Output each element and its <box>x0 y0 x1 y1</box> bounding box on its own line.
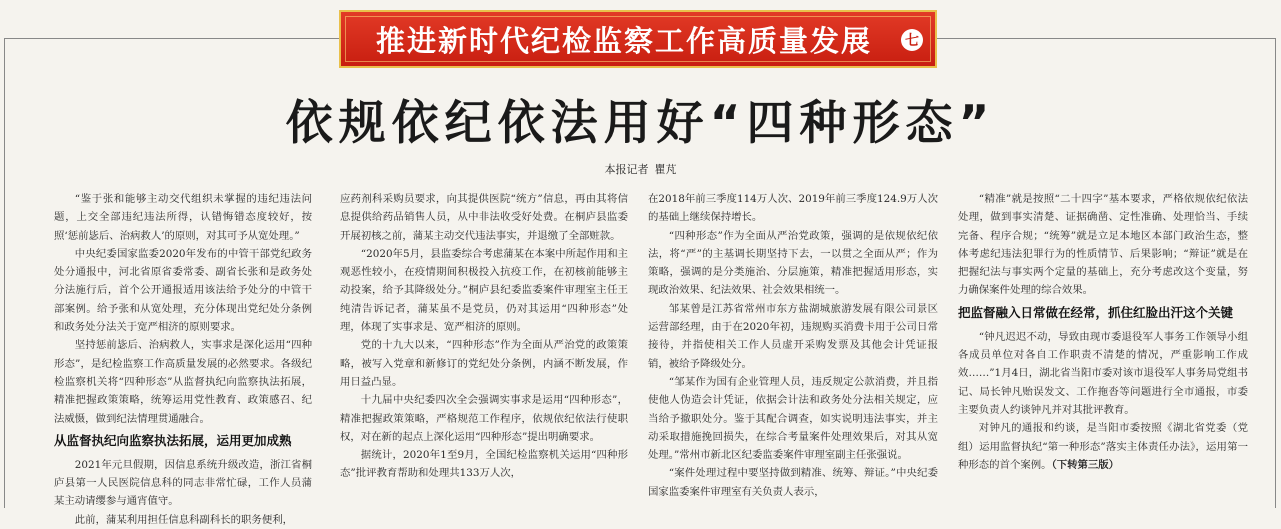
article-paragraph: “精准”就是按照“二十四字”基本要求，严格依规依纪依法处理，做到事实清楚、证据确凿、定性准确、处理恰当、手续完备、程序合规；“统筹”就是立足本地区本部门政治生态，整体考虑纪违法犯罪行为的性质情节、后果影响；“辩证”就是在把握纪法与事实两个定量的基础上，充分考虑改这个变量，努力确保案件处理的综合效果。 <box>958 193 1248 297</box>
article-column-2 <box>340 190 628 483</box>
article-column-3 <box>648 190 938 501</box>
article-paragraph: 对钟凡的通报和约谈，是当阳市委按照《湖北省党委（党组）运用监督执纪“第一种形态”落实主体责任办法》，运用第一种形态的首个案例。（下转第三版） <box>958 422 1248 471</box>
article-paragraph: 据统计，2020年1至9月，全国纪检监察机关运用“四种形态”批评教育帮助和处理共133万人次， <box>340 449 628 480</box>
article-paragraph: 此前，蒲某利用担任信息科副科长的职务便利， <box>74 513 293 526</box>
article-paragraph: 在2018年前三季度114万人次、2019年前三季度124.9万人次的基础上继续保持增长。 <box>648 193 938 224</box>
article-paragraph: “四种形态”作为全面从严治党政策，强调的是依规依纪依法，将“严”的主基调长期坚持下去，一以贯之全面从严；作为策略，强调的是分类施治、分层施策，精准把握适用形态，实现政治效果、纪法效果、社会效果相统一。 <box>648 229 938 297</box>
article-paragraph: “2020年5月，县监委综合考虑蒲某在本案中所起作用和主观恶性较小，在疫情期间积极投入抗疫工作，在初核前能够主动投案，给予其降级处分。”桐庐县纪委监委案件审理室主任王纯清告诉记者，蒲某虽不是党员，仍对其运用“四种形态”处理，体现了实事求是、宽严相济的原则。 <box>340 247 628 334</box>
article-paragraph: “邹某作为国有企业管理人员，违反规定公款消费，并且指使他人伪造会计凭证，依据会计法和政务处分法相关规定，应当给予撤职处分。鉴于其配合调查，如实说明违法事实，并主动采取措施挽回损失，在综合考量案件处理效果后，对其从宽处理。”常州市新北区纪委监委案件审理室副主任张强说。 <box>648 375 938 462</box>
series-number-badge: 七 <box>901 29 923 51</box>
continued-note: （下转第三版） <box>1051 458 1120 471</box>
byline <box>0 161 1281 177</box>
section-banner <box>339 10 937 68</box>
section-subheading: 把监督融入日常做在经常，抓住红脸出汗这个关键 <box>958 304 1234 320</box>
article-paragraph: “案件处理过程中要坚持做到精准、统筹、辩证。”中央纪委国家监委案件审理室有关负责人表示， <box>648 467 938 498</box>
article-paragraph: 党的十九大以来，“四种形态”作为全面从严治党的政策策略，被写入党章和新修订的党纪处分条例，内涵不断发展，作用日益凸显。 <box>340 339 628 388</box>
article-paragraph: 2021年元旦假期，因信息系统升级改造，浙江省桐庐县第一人民医院信息科的同志非常忙碌，工作人员蒲某主动请缨参与通宵值守。 <box>54 458 312 508</box>
article-paragraph: 十九届中央纪委四次全会强调实事求是运用“四种形态”，精准把握政策策略，严格规范工作程序，依规依纪依法行使职权，对在新的起点上深化运用“四种形态”提出明确要求。 <box>340 394 628 443</box>
article-headline: 依规依纪依法用好“四种形态” <box>285 96 996 151</box>
section-subheading: 从监督执纪向监察执法拓展，运用更加成熟 <box>54 432 292 448</box>
article-column-1 <box>54 190 312 529</box>
article-paragraph: “鉴于张和能够主动交代组织未掌握的违纪违法问题，上交全部违纪违法所得，认错悔错态度较好，按照‘惩前毖后、治病救人’的原则，对其可予从宽处理。” <box>54 193 312 242</box>
byline-author: 瞿芃 <box>654 163 677 176</box>
article-column-4 <box>958 190 1248 474</box>
article-paragraph: “钟凡迟迟不动，导致由现市委退役军人事务工作领导小组各成员单位对各自工作职责不清楚的情况，严重影响工作成效……”1月4日，湖北省当阳市委对该市退役军人事务局党组书记、局长钟凡贻误发文、工作拖沓等问题进行全市通报，市委主要负责人约谈钟凡并对其批评教育。 <box>958 330 1248 416</box>
article-paragraph: 邹某曾是江苏省常州市东方盐湖城旅游发展有限公司景区运营部经理，由于在2020年初，违规购买消费卡用于公司日常接待，并指使相关工作人员虚开采购发票及其他会计凭证报销，被给予降级处分。 <box>648 302 938 370</box>
banner-title: 推进新时代纪检监察工作高质量发展 <box>375 23 872 58</box>
article-paragraph: 坚持惩前毖后、治病救人，实事求是深化运用“四种形态”，是纪检监察工作高质量发展的必然要求。各级纪检监察机关将“四种形态”从监督执纪向监察执法拓展，精准把握政策策略，统筹运用党性教育、政策感召、纪法威慑，做到纪法情理贯通融合。 <box>54 339 312 425</box>
byline-role: 本报记者 <box>604 163 649 176</box>
article-paragraph: 中央纪委国家监委2020年发布的中管干部党纪政务处分通报中，河北省原省委常委、副省长张和是政务处分法施行后，首个公开通报适用该法给予处分的中管干部案例。给予张和从宽处理，充分体现出党纪处分条例和政务处分法关于宽严相济的原则要求。 <box>54 247 312 334</box>
article-paragraph: 应药剂科采购员要求，向其提供医院“统方”信息，再由其将信息提供给药品销售人员，从中非法收受好处费。在桐庐县监委开展初核之前，蒲某主动交代违法事实，并退缴了全部赃款。 <box>340 193 628 242</box>
